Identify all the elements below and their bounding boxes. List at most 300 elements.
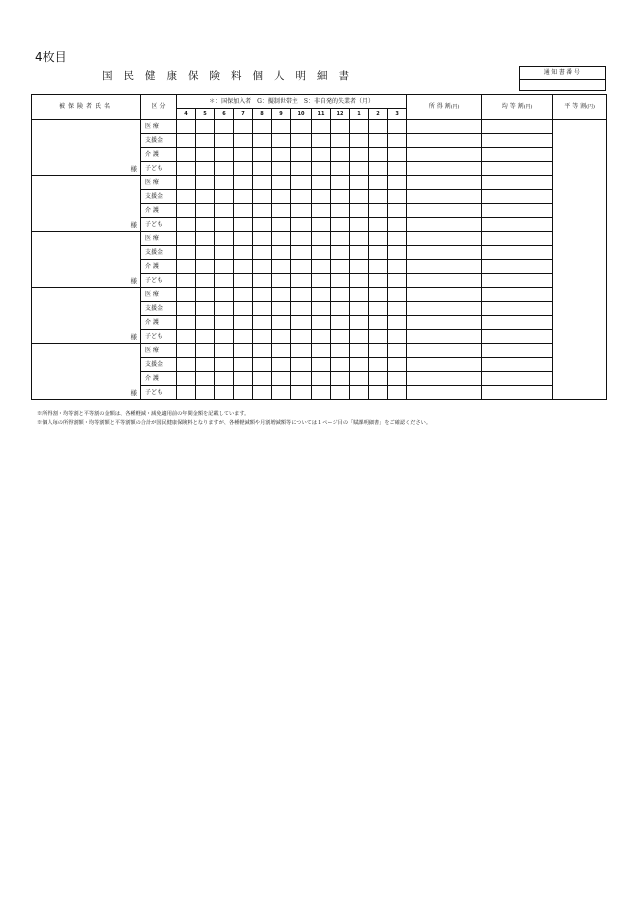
month-cell <box>369 330 388 344</box>
notice-number-label: 通知書番号 <box>520 67 605 80</box>
category-label: 子ども <box>141 274 177 288</box>
month-cell <box>253 302 272 316</box>
month-cell <box>196 344 215 358</box>
month-cell <box>253 218 272 232</box>
category-label: 支援金 <box>141 246 177 260</box>
month-cell <box>291 344 312 358</box>
month-cell <box>196 218 215 232</box>
month-cell <box>215 148 234 162</box>
kintou-amount <box>482 176 553 190</box>
category-label: 介 護 <box>141 204 177 218</box>
month-cell <box>291 190 312 204</box>
month-cell <box>196 330 215 344</box>
month-cell <box>388 134 407 148</box>
month-cell <box>215 246 234 260</box>
month-header: 9 <box>272 109 291 120</box>
month-cell <box>253 386 272 400</box>
category-label: 介 護 <box>141 372 177 386</box>
month-cell <box>215 372 234 386</box>
month-cell <box>331 358 350 372</box>
month-cell <box>331 288 350 302</box>
table-row <box>32 176 607 190</box>
month-header: 10 <box>291 109 312 120</box>
month-cell <box>272 274 291 288</box>
month-cell <box>388 246 407 260</box>
kintou-amount <box>482 148 553 162</box>
kintou-amount <box>482 204 553 218</box>
shotoku-amount <box>407 120 482 134</box>
kintou-amount <box>482 190 553 204</box>
month-cell <box>291 260 312 274</box>
month-cell <box>272 218 291 232</box>
month-cell <box>388 148 407 162</box>
document-title: 国民健康保険料個人明細書 <box>102 70 360 82</box>
kintou-amount <box>482 330 553 344</box>
month-header: 6 <box>215 109 234 120</box>
month-cell <box>253 358 272 372</box>
month-cell <box>331 218 350 232</box>
footnote-2: ※個人毎の所得割額・均等割額と平等割額の合計が国民健康保険料となりますが、各種軽減額や月割増減額等については１ページ目の「賦課明細書」をご確認ください。 <box>37 420 432 426</box>
month-cell <box>253 204 272 218</box>
detail-table <box>31 94 607 400</box>
month-cell <box>177 344 196 358</box>
kintou-amount <box>482 246 553 260</box>
month-cell <box>388 176 407 190</box>
shotoku-amount <box>407 218 482 232</box>
honorific: 様 <box>130 221 137 229</box>
month-cell <box>369 190 388 204</box>
month-header: 11 <box>312 109 331 120</box>
shotoku-amount <box>407 204 482 218</box>
kintou-amount <box>482 288 553 302</box>
month-cell <box>215 260 234 274</box>
month-cell <box>350 148 369 162</box>
month-cell <box>177 134 196 148</box>
month-cell <box>331 190 350 204</box>
shotoku-amount <box>407 372 482 386</box>
month-cell <box>177 246 196 260</box>
month-cell <box>234 120 253 134</box>
month-header: 2 <box>369 109 388 120</box>
month-cell <box>253 246 272 260</box>
month-cell <box>234 134 253 148</box>
shotoku-amount <box>407 302 482 316</box>
month-cell <box>272 120 291 134</box>
month-cell <box>234 190 253 204</box>
month-cell <box>196 358 215 372</box>
month-cell <box>215 274 234 288</box>
month-cell <box>331 274 350 288</box>
category-label: 子ども <box>141 162 177 176</box>
month-cell <box>196 316 215 330</box>
month-cell <box>215 302 234 316</box>
month-cell <box>291 218 312 232</box>
month-cell <box>331 302 350 316</box>
month-cell <box>253 330 272 344</box>
month-cell <box>312 148 331 162</box>
month-cell <box>253 260 272 274</box>
month-cell <box>369 260 388 274</box>
month-cell <box>272 386 291 400</box>
category-label: 子ども <box>141 218 177 232</box>
month-cell <box>234 148 253 162</box>
month-cell <box>215 288 234 302</box>
month-cell <box>350 274 369 288</box>
month-cell <box>177 204 196 218</box>
shotoku-amount <box>407 162 482 176</box>
month-cell <box>234 316 253 330</box>
month-cell <box>196 162 215 176</box>
month-cell <box>312 162 331 176</box>
month-cell <box>253 372 272 386</box>
table-row <box>32 288 607 302</box>
month-cell <box>291 134 312 148</box>
month-cell <box>369 302 388 316</box>
month-cell <box>234 330 253 344</box>
month-cell <box>388 372 407 386</box>
month-cell <box>177 190 196 204</box>
month-cell <box>291 316 312 330</box>
month-cell <box>215 204 234 218</box>
month-cell <box>331 176 350 190</box>
month-cell <box>350 302 369 316</box>
kintou-amount <box>482 162 553 176</box>
month-cell <box>312 288 331 302</box>
category-label: 支援金 <box>141 190 177 204</box>
month-cell <box>234 162 253 176</box>
month-cell <box>312 232 331 246</box>
month-cell <box>234 288 253 302</box>
month-cell <box>177 176 196 190</box>
month-cell <box>196 232 215 246</box>
month-cell <box>234 344 253 358</box>
month-cell <box>215 344 234 358</box>
category-label: 支援金 <box>141 358 177 372</box>
month-cell <box>369 344 388 358</box>
month-cell <box>350 358 369 372</box>
month-cell <box>253 134 272 148</box>
month-cell <box>234 372 253 386</box>
month-cell <box>177 302 196 316</box>
month-cell <box>388 260 407 274</box>
month-cell <box>177 288 196 302</box>
month-cell <box>331 372 350 386</box>
month-cell <box>388 344 407 358</box>
page-label: 4枚目 <box>35 50 67 64</box>
month-cell <box>331 316 350 330</box>
month-cell <box>272 190 291 204</box>
shotoku-amount <box>407 330 482 344</box>
month-cell <box>253 316 272 330</box>
month-cell <box>388 190 407 204</box>
month-cell <box>369 134 388 148</box>
shotoku-amount <box>407 134 482 148</box>
month-cell <box>291 274 312 288</box>
kintou-amount <box>482 120 553 134</box>
month-cell <box>350 190 369 204</box>
month-cell <box>196 274 215 288</box>
category-label: 医 療 <box>141 120 177 134</box>
month-cell <box>312 120 331 134</box>
month-cell <box>291 232 312 246</box>
month-cell <box>350 134 369 148</box>
month-cell <box>196 190 215 204</box>
month-cell <box>215 176 234 190</box>
kintou-amount <box>482 134 553 148</box>
month-cell <box>196 120 215 134</box>
kintou-amount <box>482 386 553 400</box>
month-cell <box>234 358 253 372</box>
month-cell <box>331 260 350 274</box>
month-cell <box>312 372 331 386</box>
shotoku-amount <box>407 176 482 190</box>
month-cell <box>272 148 291 162</box>
header-byoudou: 平 等 割(円) <box>553 95 607 120</box>
month-cell <box>291 330 312 344</box>
month-cell <box>196 260 215 274</box>
kintou-amount <box>482 260 553 274</box>
month-cell <box>350 344 369 358</box>
insured-name-cell <box>32 232 141 288</box>
month-cell <box>331 246 350 260</box>
shotoku-amount <box>407 246 482 260</box>
month-cell <box>196 204 215 218</box>
month-cell <box>215 316 234 330</box>
month-cell <box>234 232 253 246</box>
category-label: 子ども <box>141 330 177 344</box>
category-label: 医 療 <box>141 232 177 246</box>
month-cell <box>234 302 253 316</box>
category-label: 子ども <box>141 386 177 400</box>
month-header: 4 <box>177 109 196 120</box>
month-cell <box>215 218 234 232</box>
category-label: 医 療 <box>141 176 177 190</box>
category-label: 医 療 <box>141 288 177 302</box>
month-cell <box>369 120 388 134</box>
insured-name-cell <box>32 120 141 176</box>
month-cell <box>350 372 369 386</box>
shotoku-amount <box>407 358 482 372</box>
month-cell <box>312 190 331 204</box>
month-cell <box>388 358 407 372</box>
category-label: 支援金 <box>141 134 177 148</box>
month-cell <box>350 316 369 330</box>
kintou-amount <box>482 274 553 288</box>
month-cell <box>215 386 234 400</box>
month-cell <box>272 162 291 176</box>
month-cell <box>234 246 253 260</box>
honorific: 様 <box>130 389 137 397</box>
month-cell <box>253 288 272 302</box>
month-cell <box>272 246 291 260</box>
footnote-1: ※所得割・均等割と平等割の金額は、各種軽減・減免適用前の年間金額を記載しています。 <box>37 411 250 417</box>
table-row <box>32 232 607 246</box>
month-cell <box>369 246 388 260</box>
month-cell <box>234 274 253 288</box>
month-cell <box>369 372 388 386</box>
month-header: 1 <box>350 109 369 120</box>
month-cell <box>369 274 388 288</box>
category-label: 介 護 <box>141 148 177 162</box>
month-cell <box>234 204 253 218</box>
month-cell <box>177 148 196 162</box>
month-cell <box>388 120 407 134</box>
month-cell <box>388 316 407 330</box>
month-cell <box>196 302 215 316</box>
month-cell <box>196 288 215 302</box>
month-cell <box>369 358 388 372</box>
month-cell <box>312 260 331 274</box>
month-cell <box>291 302 312 316</box>
month-cell <box>177 218 196 232</box>
kintou-amount <box>482 372 553 386</box>
month-cell <box>272 204 291 218</box>
month-cell <box>196 386 215 400</box>
month-cell <box>350 218 369 232</box>
month-header: 7 <box>234 109 253 120</box>
month-cell <box>291 204 312 218</box>
month-cell <box>253 162 272 176</box>
month-cell <box>215 162 234 176</box>
month-cell <box>369 176 388 190</box>
header-kubun: 区 分 <box>141 95 177 120</box>
month-cell <box>253 274 272 288</box>
month-cell <box>215 330 234 344</box>
month-cell <box>272 316 291 330</box>
shotoku-amount <box>407 260 482 274</box>
insured-name-cell <box>32 176 141 232</box>
header-shotoku: 所 得 割(円) <box>407 95 482 120</box>
month-cell <box>312 316 331 330</box>
kintou-amount <box>482 344 553 358</box>
month-cell <box>253 232 272 246</box>
month-cell <box>177 330 196 344</box>
month-cell <box>388 204 407 218</box>
month-cell <box>350 246 369 260</box>
month-cell <box>177 120 196 134</box>
month-cell <box>331 330 350 344</box>
shotoku-amount <box>407 288 482 302</box>
month-cell <box>177 260 196 274</box>
month-cell <box>350 120 369 134</box>
table-row <box>32 344 607 358</box>
month-cell <box>312 386 331 400</box>
honorific: 様 <box>130 165 137 173</box>
byoudou-amount <box>553 120 607 400</box>
month-cell <box>234 176 253 190</box>
category-label: 介 護 <box>141 260 177 274</box>
month-cell <box>253 344 272 358</box>
month-cell <box>312 330 331 344</box>
month-cell <box>350 260 369 274</box>
shotoku-amount <box>407 148 482 162</box>
month-cell <box>234 260 253 274</box>
month-cell <box>291 386 312 400</box>
month-cell <box>350 204 369 218</box>
kintou-amount <box>482 316 553 330</box>
month-cell <box>388 232 407 246</box>
month-cell <box>177 162 196 176</box>
notice-number-box <box>519 66 606 91</box>
kintou-amount <box>482 232 553 246</box>
honorific: 様 <box>130 333 137 341</box>
shotoku-amount <box>407 316 482 330</box>
month-cell <box>253 190 272 204</box>
month-cell <box>350 330 369 344</box>
month-cell <box>388 162 407 176</box>
month-cell <box>177 232 196 246</box>
month-cell <box>272 260 291 274</box>
month-cell <box>312 134 331 148</box>
insured-name-cell <box>32 344 141 400</box>
month-cell <box>312 176 331 190</box>
month-cell <box>291 288 312 302</box>
month-cell <box>312 218 331 232</box>
month-cell <box>253 120 272 134</box>
month-cell <box>291 162 312 176</box>
month-header: 12 <box>331 109 350 120</box>
month-cell <box>196 134 215 148</box>
month-cell <box>388 386 407 400</box>
month-cell <box>369 386 388 400</box>
honorific: 様 <box>130 277 137 285</box>
month-cell <box>253 148 272 162</box>
insured-name-cell <box>32 288 141 344</box>
shotoku-amount <box>407 386 482 400</box>
month-cell <box>196 176 215 190</box>
month-cell <box>272 330 291 344</box>
month-cell <box>369 148 388 162</box>
month-cell <box>196 372 215 386</box>
month-cell <box>177 274 196 288</box>
month-cell <box>388 274 407 288</box>
month-cell <box>215 190 234 204</box>
month-cell <box>369 316 388 330</box>
month-cell <box>331 204 350 218</box>
month-cell <box>196 246 215 260</box>
month-cell <box>272 372 291 386</box>
header-name: 被保険者氏名 <box>32 95 141 120</box>
month-cell <box>312 246 331 260</box>
month-cell <box>291 372 312 386</box>
month-cell <box>291 358 312 372</box>
month-cell <box>350 176 369 190</box>
shotoku-amount <box>407 344 482 358</box>
month-cell <box>331 134 350 148</box>
month-cell <box>369 232 388 246</box>
category-label: 医 療 <box>141 344 177 358</box>
month-cell <box>312 358 331 372</box>
month-header: 3 <box>388 109 407 120</box>
month-cell <box>331 232 350 246</box>
month-cell <box>350 162 369 176</box>
month-cell <box>272 302 291 316</box>
month-cell <box>234 218 253 232</box>
month-cell <box>272 344 291 358</box>
month-cell <box>388 218 407 232</box>
shotoku-amount <box>407 190 482 204</box>
category-label: 介 護 <box>141 316 177 330</box>
month-cell <box>272 288 291 302</box>
month-cell <box>369 162 388 176</box>
month-cell <box>369 288 388 302</box>
month-cell <box>388 288 407 302</box>
kintou-amount <box>482 218 553 232</box>
month-cell <box>312 302 331 316</box>
table-row <box>32 120 607 134</box>
month-cell <box>369 204 388 218</box>
month-cell <box>215 120 234 134</box>
